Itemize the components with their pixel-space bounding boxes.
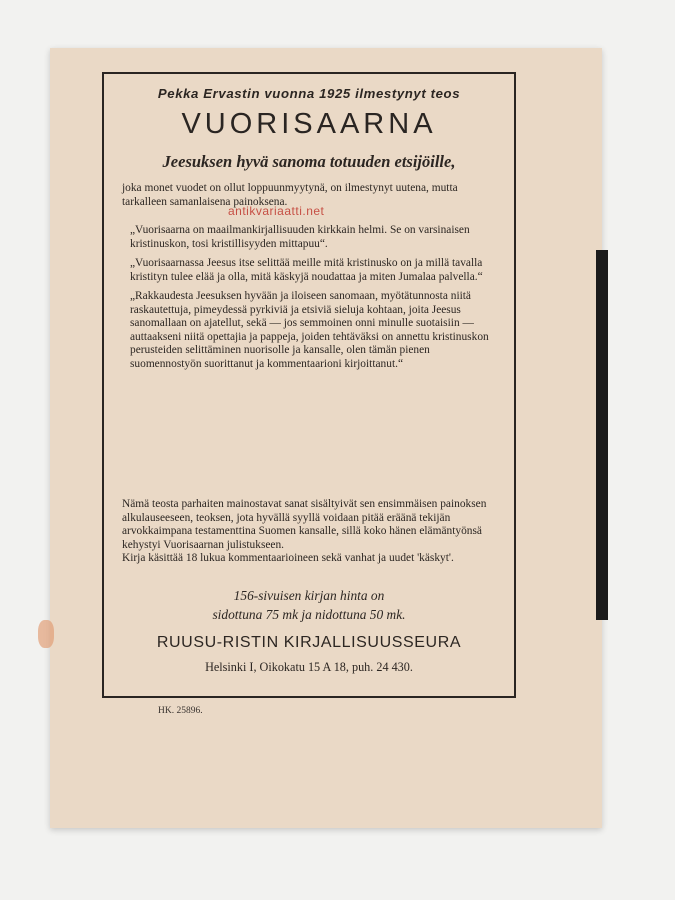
- quote-1: „Vuorisaarna on maailmankirjallisuuden kirkkain helmi. Se on varsinaisen kristinuskon, tosi kristillisyyden mittapuu“.: [130, 224, 470, 250]
- ad-intro: joka monet vuodet on ollut loppuunmyytynä, on ilmestynyt uutena, mutta tarkalleen samanlaisena painoksena.: [122, 182, 458, 208]
- quote-3: „Rakkaudesta Jeesuksen hyvään ja iloiseen sanomaan, myötätunnosta niitä raskautettuja, pimeydessä pyrkiviä ja etsiviä sieluja kohtaan, joita Jeesus sanomallaan on ajatellut, sekä — jos semmoinen onni minulle suotaisiin — auttaakseni niitä opettajia ja pappeja, joiden tehtäväksi on annettu kristinuskon perusteiden selittäminen nuorisolle ja kansalle, olen tämän pienen suomennostyön suorittanut ja kommentaarioni kirjoittanut.“: [130, 290, 489, 370]
- ad-publisher: RUUSU-RISTIN KIRJALLISUUSSEURA: [156, 634, 462, 651]
- ad-price: [104, 586, 514, 624]
- ad-kicker: Pekka Ervastin vuonna 1925 ilmestynyt teos: [157, 86, 461, 101]
- ad-title: VUORISAARNA: [181, 108, 437, 140]
- ad-body: [122, 498, 498, 566]
- advertisement-frame: [102, 72, 516, 698]
- dark-edge-strip: [596, 250, 608, 620]
- paper-stain: [38, 620, 54, 648]
- ad-subtitle: Jeesuksen hyvä sanoma totuuden etsijöille,: [162, 152, 456, 171]
- print-code: HK. 25896.: [158, 706, 203, 716]
- ad-contents: Kirja käsittää 18 lukua kommentaarioineen sekä vanhat ja uudet 'käskyt'.: [122, 552, 454, 564]
- quote-2: „Vuorisaarnassa Jeesus itse selittää meille mitä kristinusko on ja millä tavalla kristityn tulee elää ja olla, mitä käskyjä noudattaa ja miten Jumalaa palvella.“: [130, 257, 483, 283]
- price-line-1: 156-sivuisen kirjan hinta on: [233, 588, 385, 603]
- ad-quotes: [130, 224, 498, 377]
- price-line-2: sidottuna 75 mk ja nidottuna 50 mk.: [212, 607, 406, 622]
- ad-address: Helsinki I, Oikokatu 15 A 18, puh. 24 430.: [205, 660, 413, 674]
- watermark-text: antikvariaatti.net: [228, 204, 325, 218]
- ad-body-paragraph: Nämä teosta parhaiten mainostavat sanat sisältyivät sen ensimmäisen painoksen alkulauseeseen, teoksen, jota hyvällä syyllä voidaan pitää eräänä tekijän arvokkaimpana testamenttina Suomen kansalle, sillä koko hänen elämäntyönsä kehystyi Vuorisaarnan julistukseen.: [122, 498, 487, 551]
